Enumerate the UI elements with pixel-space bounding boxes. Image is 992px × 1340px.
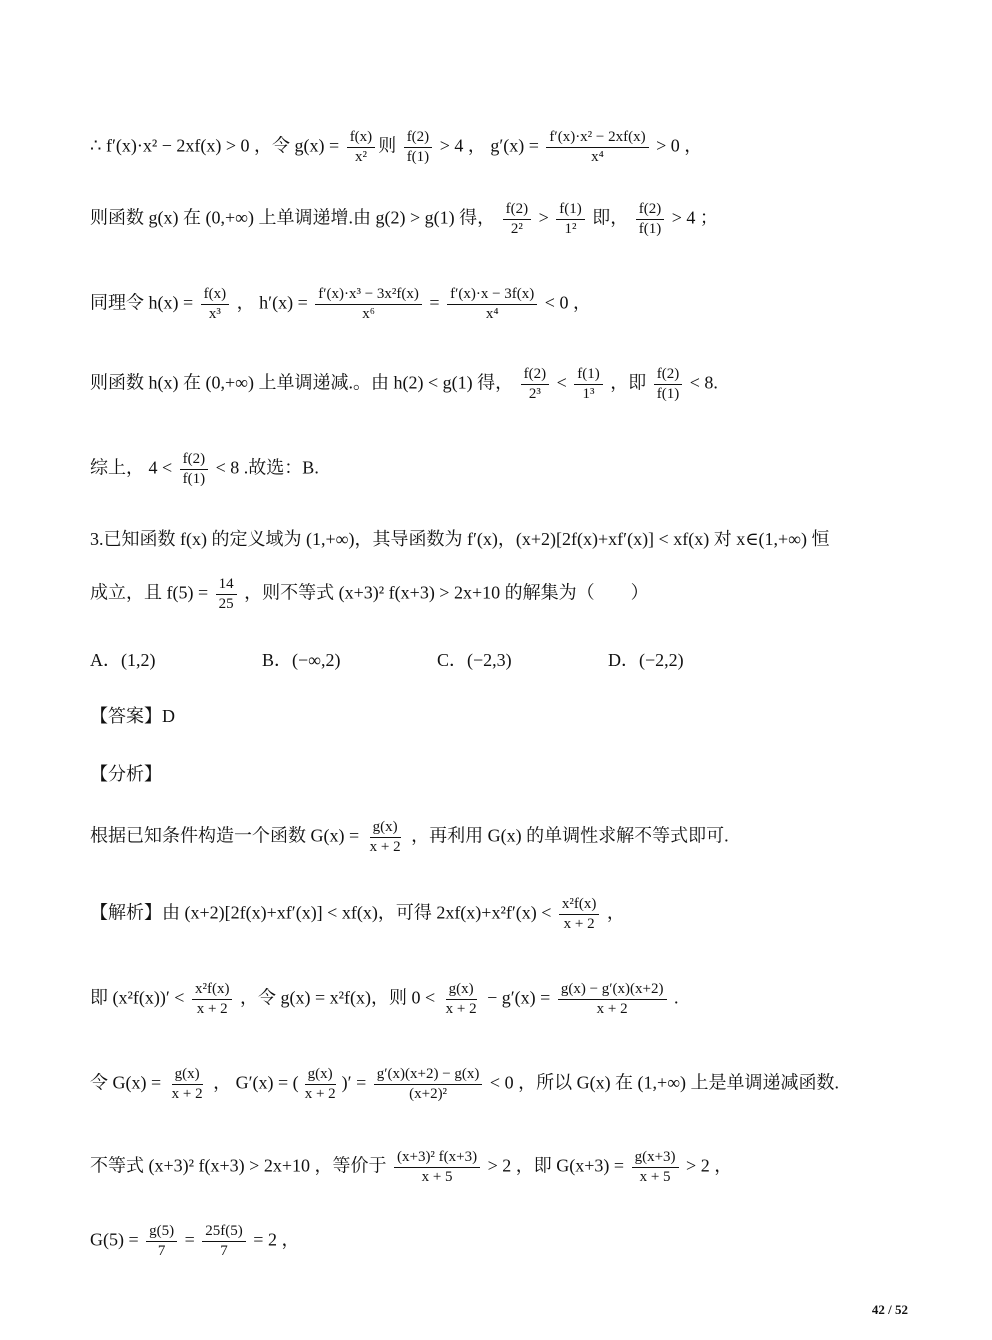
text-line — [90, 702, 175, 730]
text-segment: = — [424, 292, 445, 313]
denominator: x + 2 — [171, 1086, 203, 1102]
text-line — [90, 980, 679, 1019]
text-segment: 根据已知条件构造一个函数 G(x) = — [90, 825, 364, 846]
denominator: 7 — [220, 1243, 228, 1259]
text-segment: > 2 ， — [681, 1155, 733, 1176]
text-segment: > 4 ， g′(x) = — [435, 135, 544, 156]
fraction — [347, 128, 376, 167]
fraction — [394, 1148, 480, 1187]
text-segment: 则函数 g(x) 在 (0,+∞) 上单调递增.由 g(2) > g(1) 得， — [90, 207, 500, 228]
text-segment: > 4 ； — [667, 207, 718, 228]
text-segment: = — [180, 1229, 200, 1250]
numerator: f(2) — [180, 450, 209, 470]
fraction — [636, 200, 665, 239]
numerator: g′(x)(x+2) − g(x) — [374, 1065, 483, 1085]
fraction — [180, 450, 209, 489]
text-line — [90, 450, 319, 489]
text-segment: 则函数 h(x) 在 (0,+∞) 上单调递减.。由 h(2) < g(1) 得， — [90, 372, 518, 393]
text-segment: 不等式 (x+3)² f(x+3) > 2x+10 ，等价于 — [90, 1155, 391, 1176]
fraction — [443, 980, 480, 1019]
denominator: f(1) — [638, 221, 662, 237]
text-segment: 【解析】由 (x+2)[2f(x)+xf′(x)] < xf(x)，可得 2xf(x)+x²f′(x) < — [90, 902, 556, 923]
text-segment: 即 (x²f(x))′ < — [90, 987, 189, 1008]
text-segment: ∴ f′(x)·x² − 2xf(x) > 0 ，令 g(x) = — [90, 135, 344, 156]
denominator: f(1) — [656, 386, 680, 402]
text-segment: 【答案】D — [90, 706, 175, 726]
text-segment: < 8. — [685, 372, 718, 393]
text-line — [90, 1148, 732, 1187]
text-line — [90, 760, 162, 788]
text-segment: > — [534, 207, 554, 228]
fraction — [192, 980, 232, 1019]
text-segment: 3.已知函数 f(x) 的定义域为 (1,+∞)，其导函数为 f′(x)，(x+2)[2f(x)+xf′(x)] < xf(x) 对 x∈(1,+∞) 恒 — [90, 529, 830, 549]
numerator: g(5) — [146, 1222, 177, 1242]
fraction — [556, 200, 585, 239]
fraction — [546, 128, 648, 167]
numerator: f(2) — [503, 200, 532, 220]
fraction — [654, 365, 683, 404]
text-segment: < — [552, 372, 572, 393]
denominator: 1² — [564, 221, 577, 237]
numerator: g(x) — [172, 1065, 203, 1085]
text-segment: > 0 ， — [651, 135, 703, 156]
numerator: x²f(x) — [559, 895, 599, 915]
text-line — [90, 575, 649, 614]
fraction — [146, 1222, 177, 1261]
text-segment: − g′(x) = — [482, 987, 555, 1008]
text-segment: 令 G(x) = — [90, 1072, 166, 1093]
text-line — [90, 895, 625, 934]
fraction — [202, 1222, 246, 1261]
text-line — [90, 285, 591, 324]
fraction — [201, 285, 230, 324]
numerator: g(x) — [370, 818, 401, 838]
numerator: g(x) — [446, 980, 477, 1000]
option-b: B．(−∞,2) — [262, 650, 341, 670]
option-a: A．(1,2) — [90, 650, 156, 670]
fraction — [574, 365, 603, 404]
text-segment: ， — [602, 902, 625, 923]
denominator: x + 5 — [639, 1169, 671, 1185]
denominator: x + 2 — [196, 1001, 228, 1017]
numerator: f(1) — [574, 365, 603, 385]
fraction — [559, 895, 599, 934]
denominator: x + 2 — [563, 916, 595, 932]
text-line — [90, 525, 829, 553]
text-segment: < 8 .故选：B. — [211, 457, 319, 478]
numerator: f′(x)·x − 3f(x) — [447, 285, 537, 305]
text-segment: 则 — [378, 135, 401, 156]
numerator: 14 — [216, 575, 237, 595]
numerator: g(x) — [305, 1065, 336, 1085]
text-segment: < 0 ， — [540, 292, 591, 313]
fraction — [404, 128, 433, 167]
text-segment: ，令 g(x) = x²f(x)，则 0 < — [235, 987, 440, 1008]
denominator: x + 2 — [304, 1086, 336, 1102]
denominator: x⁶ — [362, 306, 375, 322]
numerator: x²f(x) — [192, 980, 232, 1000]
fraction — [302, 1065, 339, 1104]
option-c: C．(−2,3) — [437, 650, 512, 670]
numerator: f′(x)·x² − 2xf(x) — [546, 128, 648, 148]
numerator: g(x+3) — [632, 1148, 679, 1168]
numerator: f(2) — [404, 128, 433, 148]
numerator: f(2) — [636, 200, 665, 220]
numerator: f(x) — [201, 285, 230, 305]
denominator: 25 — [218, 596, 234, 612]
text-segment: 成立，且 f(5) = — [90, 582, 213, 603]
text-segment: 即， — [587, 207, 633, 228]
denominator: (x+2)² — [409, 1086, 448, 1102]
text-segment: ，即 — [605, 372, 651, 393]
denominator: x⁴ — [485, 306, 499, 322]
page-number: 42 / 52 — [871, 1302, 908, 1317]
denominator: x + 5 — [421, 1169, 453, 1185]
text-segment: 同理令 h(x) = — [90, 292, 198, 313]
text-line — [90, 128, 702, 167]
numerator: (x+3)² f(x+3) — [394, 1148, 480, 1168]
text-segment: )′ = — [341, 1072, 371, 1093]
denominator: x³ — [208, 306, 221, 322]
text-segment: . — [669, 987, 679, 1008]
text-segment: 综上， 4 < — [90, 457, 177, 478]
denominator: f(1) — [406, 149, 430, 165]
text-line — [90, 818, 729, 857]
denominator: x⁴ — [591, 149, 604, 165]
text-segment: 【分析】 — [90, 764, 162, 784]
numerator: f(1) — [556, 200, 585, 220]
fraction — [503, 200, 532, 239]
denominator: x + 2 — [369, 839, 401, 855]
text-line — [90, 365, 718, 404]
denominator: x + 2 — [596, 1001, 628, 1017]
fraction — [632, 1148, 679, 1187]
numerator: f′(x)·x³ − 3x²f(x) — [315, 285, 422, 305]
fraction — [216, 575, 237, 614]
fraction — [367, 818, 404, 857]
text-segment: ， h′(x) = — [232, 292, 313, 313]
fraction — [447, 285, 537, 324]
text-segment: ，则不等式 (x+3)² f(x+3) > 2x+10 的解集为（ ） — [239, 582, 649, 603]
option-d: D．(−2,2) — [608, 650, 684, 670]
fraction — [169, 1065, 206, 1104]
numerator: g(x) − g′(x)(x+2) — [558, 980, 667, 1000]
fraction — [558, 980, 667, 1019]
numerator: f(x) — [347, 128, 376, 148]
denominator: x + 2 — [445, 1001, 477, 1017]
text-segment: ，再利用 G(x) 的单调性求解不等式即可. — [406, 825, 729, 846]
denominator: 2³ — [528, 386, 541, 402]
fraction — [315, 285, 422, 324]
text-segment: = 2 ， — [248, 1229, 300, 1250]
numerator: f(2) — [654, 365, 683, 385]
denominator: f(1) — [182, 471, 206, 487]
fraction — [521, 365, 550, 404]
text-segment: < 0 ，所以 G(x) 在 (1,+∞) 上是单调递减函数. — [485, 1072, 840, 1093]
fraction — [374, 1065, 483, 1104]
text-line — [90, 200, 718, 239]
denominator: 1³ — [582, 386, 595, 402]
text-segment: G(5) = — [90, 1229, 144, 1250]
text-line — [90, 1222, 299, 1261]
denominator: 7 — [157, 1243, 166, 1259]
text-segment: > 2 ，即 G(x+3) = — [483, 1155, 629, 1176]
denominator: x² — [354, 149, 367, 165]
numerator: f(2) — [521, 365, 550, 385]
denominator: 2² — [510, 221, 523, 237]
numerator: 25f(5) — [202, 1222, 246, 1242]
text-segment: ， G′(x) = ( — [208, 1072, 299, 1093]
text-line — [90, 1065, 839, 1104]
